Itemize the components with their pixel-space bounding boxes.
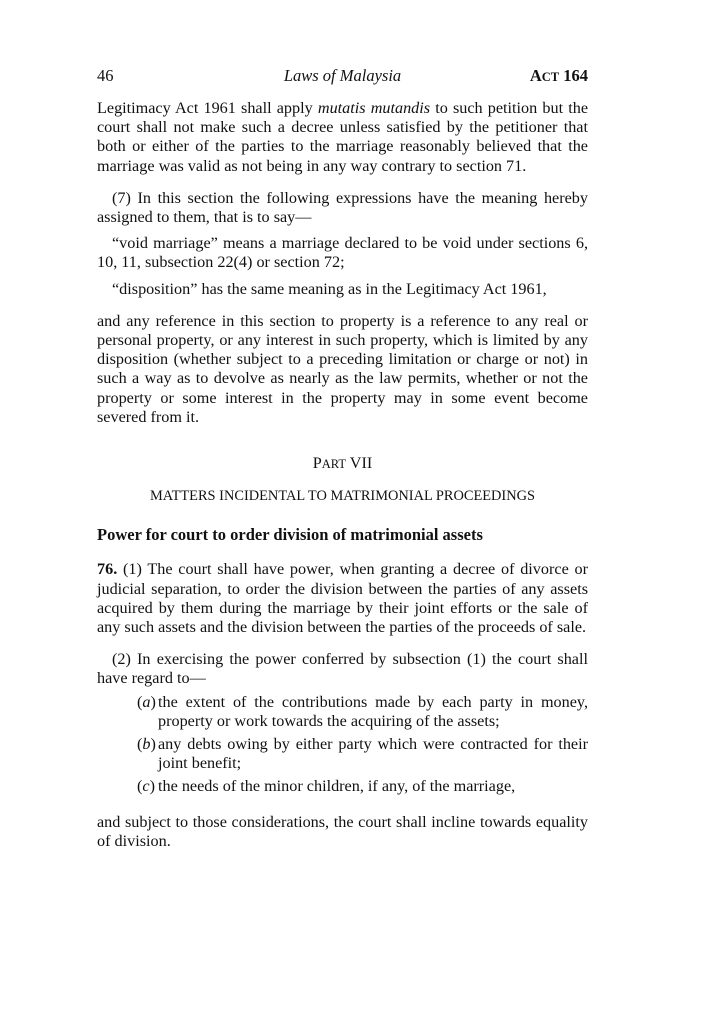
- page-header: [97, 66, 588, 86]
- paragraph-legitimacy: Legitimacy Act 1961 shall apply mutatis mutandis to such petition but the court shall not make such a decree unless satisfied by the petitioner that both or either of the parties to the marriage reasonably believed that the marriage was valid as not being in any way contrary to section 71.: [97, 99, 589, 175]
- running-title: Laws of Malaysia: [283, 66, 402, 85]
- subsection-7: (7) In this section the following expressions have the meaning hereby assigned to them, that is to say—: [97, 188, 588, 227]
- page-number: 46: [97, 66, 114, 85]
- act-number: ACT 164: [529, 66, 588, 85]
- considerations-list: [97, 693, 588, 797]
- part-heading: MATTERS INCIDENTAL TO MATRIMONIAL PROCEEDINGS: [150, 488, 535, 505]
- list-item-label: (a): [137, 692, 156, 711]
- paragraph-property-reference: and any reference in this section to property is a reference to any real or personal property, or any interest in such property, which is limited by any disposition (whether subject to a preceding limitation or charge or not) in such a way as to devolve as nearly as the law permits, whether or not the property or some interest in the property may in some event become severed from it.: [97, 311, 588, 426]
- section-76-subsection-1: 76. (1) The court shall have power, when granting a decree of divorce or judicial separation, to order the division between the parties of any assets acquired by them during the marriage by their joint efforts or the sale of any such assets and the division between the parties of the proceeds of sale.: [97, 560, 588, 637]
- part-title: PART VII: [312, 454, 373, 473]
- closing-paragraph: and subject to those considerations, the court shall incline towards equality of division.: [97, 812, 588, 850]
- list-item: (b) any debts owing by either party which were contracted for their joint benefit;: [137, 735, 588, 773]
- list-item-label: (c): [137, 777, 155, 796]
- definition-disposition: “disposition” has the same meaning as in the Legitimacy Act 1961,: [112, 279, 547, 298]
- section-heading: Power for court to order division of matrimonial assets: [97, 525, 483, 545]
- list-item: (a) the extent of the contributions made by each party in money, property or work towards the acquiring of the assets;: [137, 692, 588, 730]
- section-76-subsection-2: (2) In exercising the power conferred by subsection (1) the court shall have regard to—: [97, 650, 588, 688]
- list-item-label: (b): [137, 735, 156, 754]
- document-page: [97, 66, 588, 851]
- list-item: (c) the needs of the minor children, if any, of the marriage,: [137, 777, 516, 796]
- definition-void-marriage: “void marriage” means a marriage declared to be void under sections 6, 10, 11, subsection 22(4) or section 72;: [97, 234, 588, 272]
